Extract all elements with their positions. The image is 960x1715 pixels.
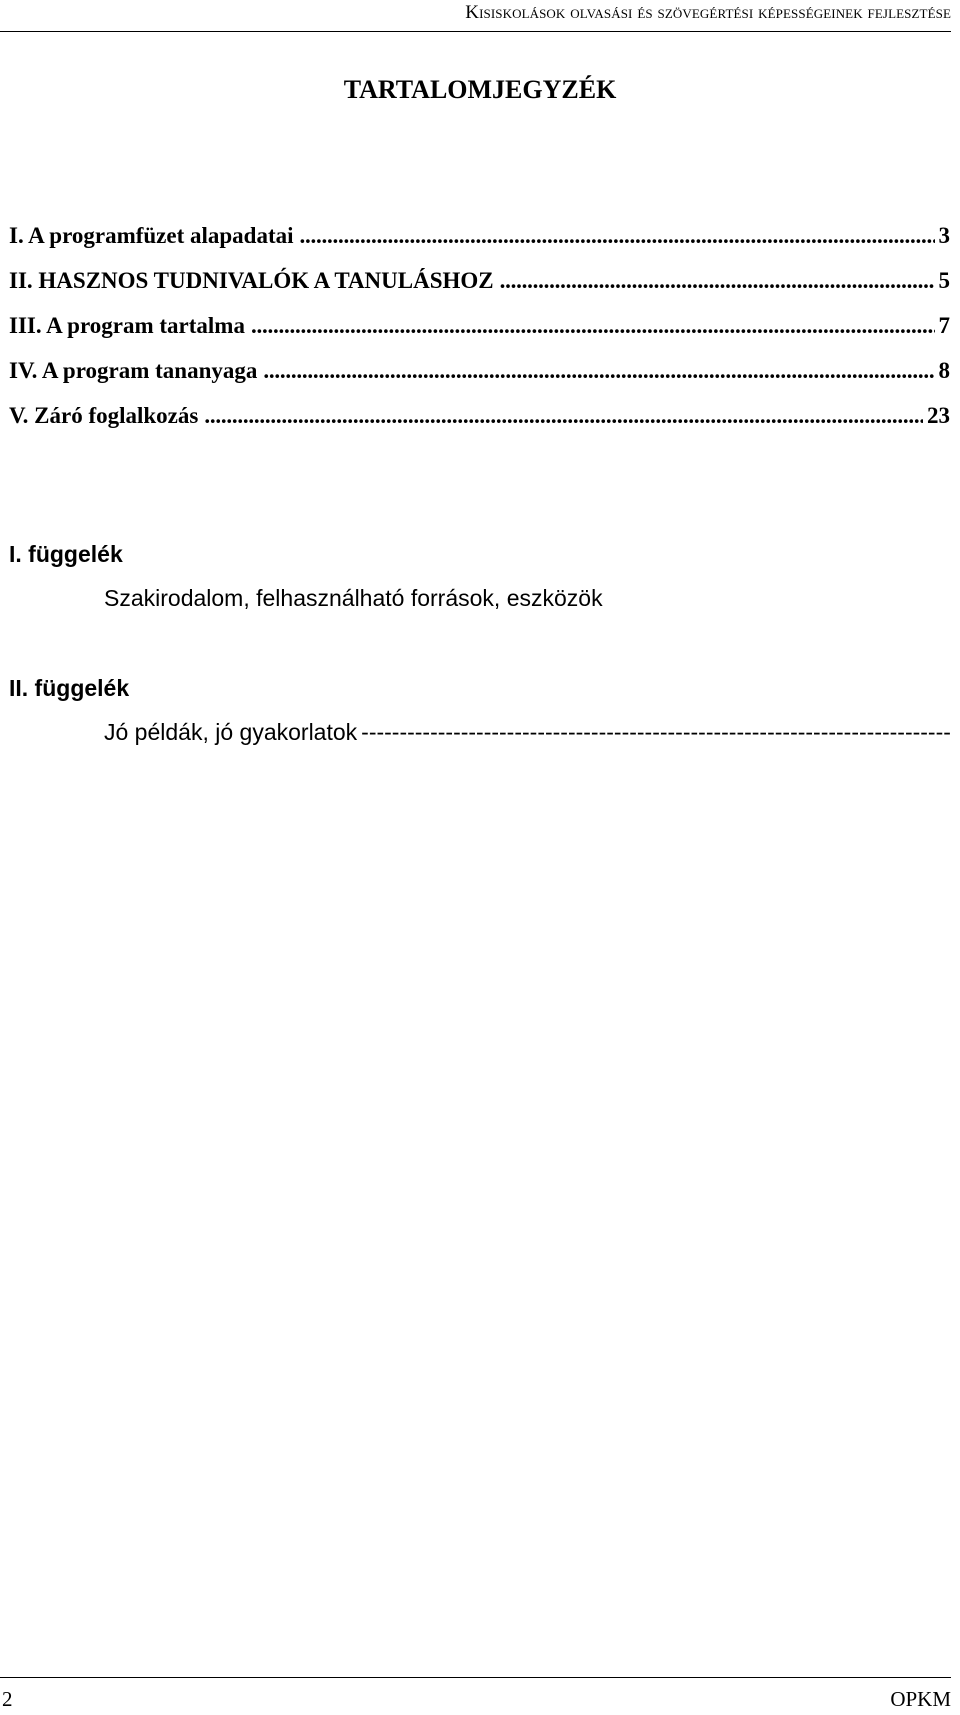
toc-entry-label: V. Záró foglalkozás [9,403,199,428]
appendix-2-description: Jó példák, jó gyakorlatok [104,719,358,745]
toc-entry-3[interactable] [9,312,950,357]
appendix-2-heading: II. függelék [9,675,130,701]
running-header-title: Kisiskolások olvasási és szövegértési képességeinek fejlesztése [465,2,951,23]
toc-entry-1[interactable] [9,222,950,267]
running-header [0,0,951,32]
toc-dot-leader [251,312,935,340]
toc-entry-page: 8 [938,358,950,383]
toc-dot-leader [500,267,935,295]
toc-entry-page: 5 [938,268,950,293]
toc-dot-leader [263,357,934,385]
appendix-1-description: Szakirodalom, felhasználható források, eszközök [104,585,603,611]
toc-entry-page: 7 [938,313,950,338]
publisher-name: OPKM [890,1687,951,1711]
toc-dot-leader [204,402,923,430]
toc-entry-label: II. HASZNOS TUDNIVALÓK A TANULÁSHOZ [9,268,494,293]
running-footer [0,1677,951,1715]
appendix-2-description-line [104,718,950,746]
toc-entry-page: 3 [938,223,950,248]
toc-entry-page: 23 [927,403,950,428]
toc-entry-2[interactable] [9,267,950,312]
toc-entry-4[interactable] [9,357,950,402]
toc-dot-leader [300,222,935,250]
toc-entry-5[interactable] [9,402,950,447]
toc-entry-label: III. A program tartalma [9,313,245,338]
page-title: TARTALOMJEGYZÉK [343,75,617,104]
table-of-contents [9,222,950,447]
appendix-1-heading: I. függelék [9,541,123,567]
toc-entry-label: I. A programfüzet alapadatai [9,223,294,248]
page-number: 2 [2,1687,13,1711]
dash-leader [361,718,950,746]
toc-entry-label: IV. A program tananyaga [9,358,258,383]
